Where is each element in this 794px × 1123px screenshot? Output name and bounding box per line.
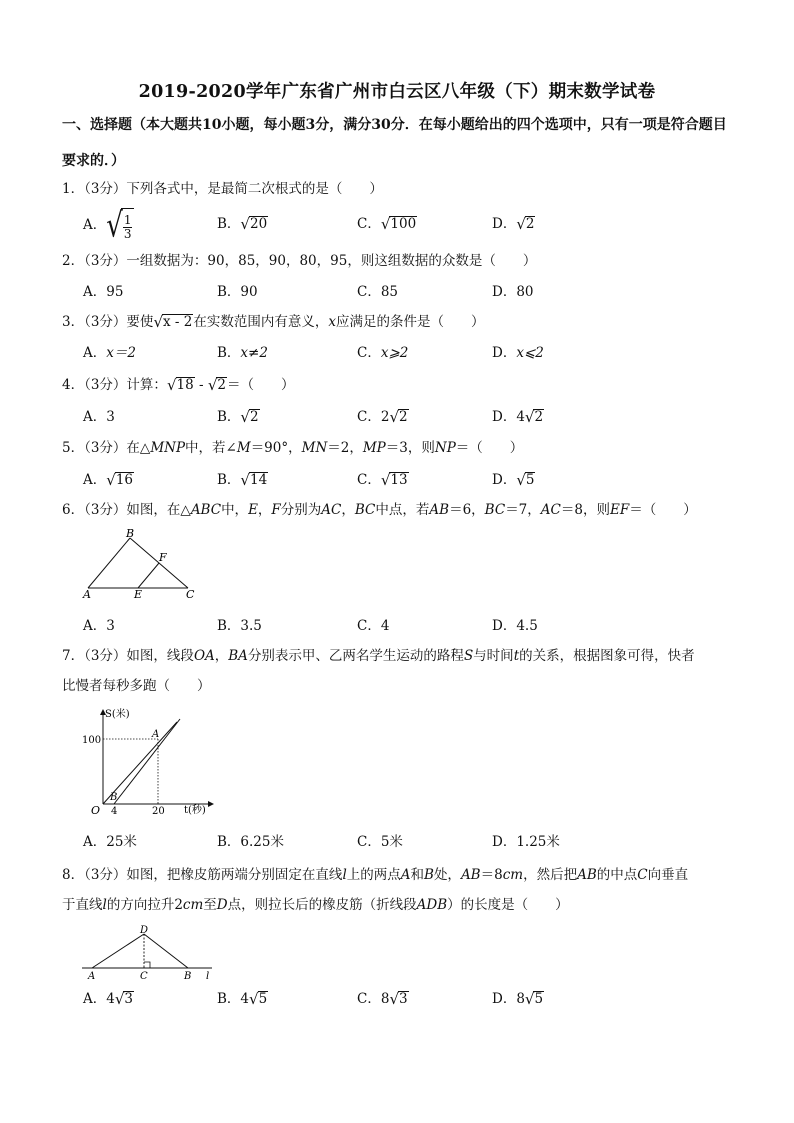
label-a: A — [152, 729, 160, 740]
label-a: A — [88, 971, 96, 982]
question-3-stem: 3．（3分）要使√x - 2在实数范围内有意义，x应满足的条件是（ ） — [62, 313, 485, 331]
y-axis-label: S(米) — [105, 709, 130, 720]
question-4-stem: 4．（3分）计算：√18 - √2＝（ ） — [62, 376, 295, 394]
option-2c[interactable]: C．85 — [357, 284, 399, 300]
label-c: C — [140, 971, 148, 982]
option-4d[interactable]: D．4√2 — [492, 408, 544, 426]
label-e: E — [134, 588, 143, 601]
section-heading-line2: 要求的．） — [62, 153, 125, 169]
question-8-line2: 于直线l的方向拉升2cm至D点，则拉长后的橡皮筋（折线段ADB）的长度是（ ） — [62, 897, 569, 913]
question-3-options — [83, 341, 763, 365]
right-angle-mark — [144, 962, 150, 968]
question-6-options — [83, 614, 763, 638]
segment-db — [144, 934, 188, 968]
option-6b[interactable]: B．3.5 — [217, 618, 262, 634]
label-c: C — [186, 588, 195, 601]
page-title: 2019-2020学年广东省广州市白云区八年级（下）期末数学试卷 — [138, 82, 656, 102]
option-5a[interactable]: A．√16 — [83, 471, 133, 489]
label-b: B — [110, 792, 118, 803]
distance-time-graph — [82, 704, 225, 822]
question-4-options — [83, 405, 763, 429]
option-8a[interactable]: A．4√3 — [83, 990, 133, 1008]
option-7b[interactable]: B．6.25米 — [217, 834, 284, 850]
question-7-line1: 7．（3分）如图，线段OA，BA分别表示甲、乙两名学生运动的路程S与时间t的关系，根据图象可得，快者 — [62, 648, 695, 664]
option-4c[interactable]: C．2√2 — [357, 408, 408, 426]
option-2d[interactable]: D．80 — [492, 284, 534, 300]
label-d: D — [140, 925, 149, 936]
section-heading — [62, 107, 742, 179]
sqrt-fraction: $\frac{1}{3}$ — [121, 208, 135, 245]
label-a: A — [83, 588, 91, 601]
y-tick-100: 100 — [82, 735, 102, 746]
option-8b[interactable]: B．4√5 — [217, 990, 268, 1008]
option-3a[interactable]: A．x＝2 — [83, 345, 136, 361]
side-ab — [88, 538, 130, 588]
segment-ef — [138, 563, 159, 588]
question-7-options — [83, 830, 763, 854]
segment-ad — [92, 934, 144, 968]
section-heading-line1: 一、选择题（本大题共10小题，每小题3分，满分30分．在每小题给出的四个选项中，只有一项是符合题目 — [62, 117, 727, 133]
option-1d[interactable]: D．√2 — [492, 215, 535, 233]
segment-ba — [114, 719, 180, 804]
option-8c[interactable]: C．8√3 — [357, 990, 408, 1008]
rubber-band-figure — [78, 920, 228, 980]
option-6a[interactable]: A．3 — [83, 618, 115, 634]
option-8d[interactable]: D．8√5 — [492, 990, 544, 1008]
question-2-stem: 2．（3分）一组数据为：90，85，90，80，95，则这组数据的众数是（ ） — [62, 253, 537, 269]
option-7c[interactable]: C．5米 — [357, 834, 403, 850]
option-7a[interactable]: A．25米 — [83, 834, 137, 850]
option-6c[interactable]: C．4 — [357, 618, 390, 634]
triangle-abc-figure — [78, 528, 208, 603]
option-1c[interactable]: C．√100 — [357, 215, 417, 233]
radical-sign: √ — [106, 206, 123, 245]
option-2b[interactable]: B．90 — [217, 284, 258, 300]
x-tick-4: 4 — [111, 806, 118, 817]
option-1a[interactable]: A．√ $\frac{1}{3}$ — [83, 206, 134, 245]
option-4b[interactable]: B．√2 — [217, 408, 259, 426]
option-3d[interactable]: D．x⩽2 — [492, 345, 544, 361]
option-1b[interactable]: B．√20 — [217, 215, 268, 233]
question-8-options — [83, 987, 763, 1011]
option-7d[interactable]: D．1.25米 — [492, 834, 560, 850]
option-4a[interactable]: A．3 — [83, 409, 115, 425]
question-7-stem — [62, 641, 752, 701]
label-b: B — [126, 527, 135, 540]
x-tick-20: 20 — [152, 806, 165, 817]
label-f: F — [159, 551, 167, 564]
question-6-stem: 6．（3分）如图，在△ABC中，E，F分别为AC，BC中点，若AB＝6，BC＝7，AC＝8，则EF＝（ ） — [62, 502, 697, 518]
option-6d[interactable]: D．4.5 — [492, 618, 538, 634]
option-5b[interactable]: B．√14 — [217, 471, 268, 489]
question-5-stem: 5．（3分）在△MNP中，若∠M＝90°，MN＝2，MP＝3，则NP＝（ ） — [62, 440, 524, 456]
option-5c[interactable]: C．√13 — [357, 471, 408, 489]
label-o: O — [91, 804, 101, 817]
option-3b[interactable]: B．x≠2 — [217, 345, 268, 361]
question-2-options — [83, 280, 763, 304]
option-3c[interactable]: C．x⩾2 — [357, 345, 409, 361]
question-1-stem: 1．（3分）下列各式中，是最简二次根式的是（ ） — [62, 181, 383, 197]
label-b: B — [184, 971, 192, 982]
question-7-line2: 比慢者每秒多跑（ ） — [62, 678, 211, 694]
option-2a[interactable]: A．95 — [83, 284, 124, 300]
question-8-stem — [62, 860, 752, 920]
label-l: l — [206, 971, 210, 982]
question-5-options — [83, 468, 763, 492]
x-axis-label: t(秒) — [184, 805, 206, 816]
option-5d[interactable]: D．√5 — [492, 471, 535, 489]
question-8-line1: 8．（3分）如图，把橡皮筋两端分别固定在直线l上的两点A和B处，AB＝8cm，然后把AB的中点C向垂直 — [62, 867, 689, 883]
question-1-options — [83, 206, 763, 245]
